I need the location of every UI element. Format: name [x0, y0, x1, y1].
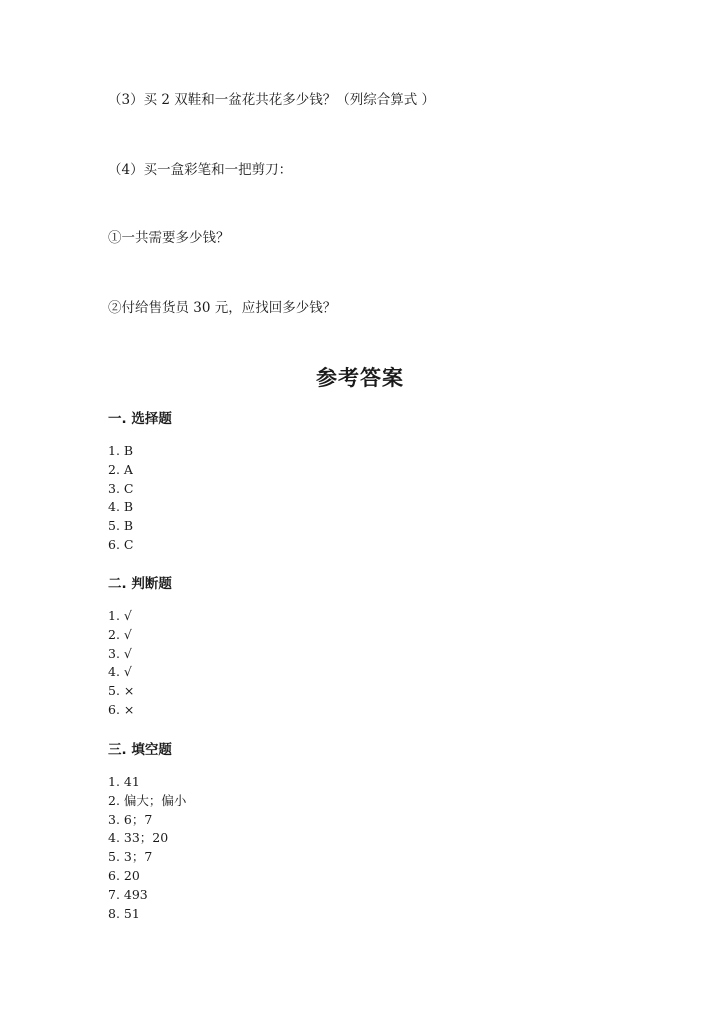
answer-item: 2. √ — [108, 626, 132, 642]
section-heading-fill-blank: 三. 填空题 — [108, 742, 172, 758]
answer-item: 1. B — [108, 443, 134, 458]
answer-list-judgement — [108, 607, 134, 720]
section-heading-judgement: 二. 判断题 — [108, 576, 172, 592]
answer-item: 6. × — [108, 701, 135, 717]
question-4-part-1: ①一共需要多少钱？ — [108, 230, 230, 246]
answer-item: 8. 51 — [108, 905, 140, 921]
question-4-part-2: ②付给售货员 30 元，应找回多少钱？ — [108, 300, 337, 316]
answer-list-choice — [108, 442, 133, 555]
answer-item: 1. √ — [108, 608, 132, 623]
answer-item: 7. 493 — [108, 886, 148, 902]
answer-item: 5. B — [108, 518, 134, 534]
answer-item: 3. √ — [108, 645, 132, 661]
answers-title: 参考答案 — [316, 366, 404, 390]
answer-item: 5. × — [108, 683, 135, 699]
answer-item: 2. 偏大；偏小 — [108, 792, 187, 808]
answer-item: 5. 3；7 — [108, 849, 153, 865]
answer-item: 6. 20 — [108, 867, 140, 883]
question-4: （4）买一盒彩笔和一把剪刀： — [108, 162, 293, 178]
question-3: （3）买 2 双鞋和一盆花共花多少钱？（列综合算式 ） — [108, 92, 436, 108]
answer-item: 4. 33；20 — [108, 830, 169, 846]
answer-item: 4. B — [108, 499, 134, 515]
answer-item: 2. A — [108, 461, 133, 477]
section-heading-choice: 一. 选择题 — [108, 411, 172, 427]
answer-item: 4. √ — [108, 664, 132, 680]
answer-list-fill-blank — [108, 773, 186, 923]
answer-item: 3. C — [108, 480, 134, 496]
answer-item: 3. 6；7 — [108, 811, 153, 827]
answer-item: 6. C — [108, 536, 134, 552]
answer-item: 1. 41 — [108, 774, 140, 789]
